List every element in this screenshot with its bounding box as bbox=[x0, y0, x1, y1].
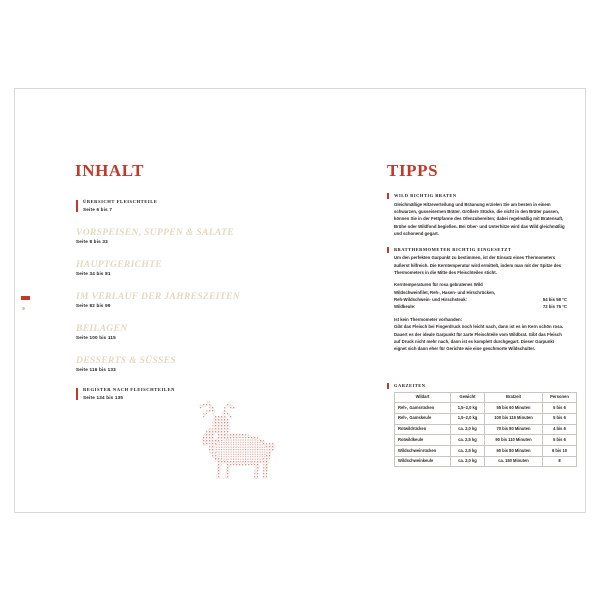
toc-item-pages: Seite 100 bis 115 bbox=[76, 335, 116, 341]
toc-item-label: REGISTER NACH FLEISCHTEILEN bbox=[83, 386, 175, 392]
toc-item-desserts-suesses[interactable] bbox=[76, 355, 266, 373]
table-row bbox=[395, 456, 577, 467]
table-row bbox=[395, 424, 577, 435]
tip-body: Gleichmäßige Hitzeverteilung und Bräunung erzielen Sie am besten in einem schwarzen, gusseisernen Bräter. Größere Stücke, die nicht in den Bräter passen, können Sie in der Fettpfanne des Ofenzubereiten; dabei regelmäßig mit Bratensaft, Brühe oder Wildfond begießen. Bei Ober- und Unterhitze wird das Wild gleichmäßig und schonend gegart. bbox=[394, 201, 565, 237]
cell-personen: 5 bis 6 bbox=[543, 403, 577, 414]
cell-bratzeit: 70 bis 80 Minuten bbox=[485, 424, 543, 435]
temperature-value: 72 bis 75 °C bbox=[542, 304, 567, 310]
cell-gewicht: 1,5–2,0 kg bbox=[451, 403, 485, 414]
cell-bratzeit: 55 bis 60 Minuten bbox=[485, 403, 543, 414]
toc-item-im-verlauf-der-jahreszeiten[interactable] bbox=[76, 291, 266, 309]
toc-item-beilagen[interactable] bbox=[76, 323, 266, 341]
column-header-bratzeit: Bratzeit bbox=[485, 392, 543, 403]
toc-item-pages: Seite 82 bis 99 bbox=[76, 303, 111, 309]
deer-illustration bbox=[185, 389, 291, 481]
cell-personen: 5 bis 6 bbox=[543, 435, 577, 446]
garzeiten-table bbox=[394, 392, 577, 468]
toc-item-pages: Seite 116 bis 133 bbox=[76, 367, 116, 373]
cell-gewicht: ca. 2,0 kg bbox=[451, 424, 485, 435]
column-header-personen: Personen bbox=[543, 392, 577, 403]
left-page bbox=[15, 89, 301, 512]
cell-personen: 8 bbox=[543, 456, 577, 467]
toc-item-uebersicht-fleischteile[interactable] bbox=[76, 199, 266, 212]
no-thermometer-heading: Ist kein Thermometer vorhanden: bbox=[394, 316, 463, 322]
table-row bbox=[395, 445, 577, 456]
cell-gewicht: ca. 2,0 kg bbox=[451, 456, 485, 467]
tip-heading: BRATTHERMOMETER RICHTIG EINGESETZT bbox=[387, 247, 567, 252]
cell-wildart: Rotwildkeule bbox=[395, 435, 451, 446]
cell-bratzeit: ca. 150 Minuten bbox=[485, 456, 543, 467]
cell-bratzeit: 100 bis 115 Minuten bbox=[485, 413, 543, 424]
toc-item-label: DESSERTS & SÜSSES bbox=[76, 354, 177, 366]
toc-item-label: VORSPEISEN, SUPPEN & SALATE bbox=[76, 226, 234, 238]
cell-gewicht: 1,5–2,0 kg bbox=[451, 413, 485, 424]
tip-wild-richtig-braten bbox=[387, 193, 567, 238]
page-title-inhalt: INHALT bbox=[75, 161, 145, 180]
cell-wildart: Reh-, Gamsrücken bbox=[395, 403, 451, 414]
edge-dot-mark bbox=[22, 307, 25, 310]
toc-item-pages: Seite 6 bis 7 bbox=[83, 207, 113, 213]
toc-item-pages: Seite 8 bis 33 bbox=[76, 239, 108, 245]
toc-item-label: BEILAGEN bbox=[76, 322, 128, 334]
table-header-row bbox=[395, 392, 577, 403]
column-header-gewicht: Gewicht bbox=[451, 392, 485, 403]
cell-bratzeit: 60 bis 80 Minuten bbox=[485, 445, 543, 456]
toc-item-label: IM VERLAUF DER JAHRESZEITEN bbox=[76, 290, 240, 302]
page-title-tipps: TIPPS bbox=[387, 161, 439, 180]
edge-tab-mark bbox=[21, 296, 30, 300]
cell-wildart: Reh-, Gamskeule bbox=[395, 413, 451, 424]
cell-gewicht: ca. 2,5 kg bbox=[451, 435, 485, 446]
table-row bbox=[395, 435, 577, 446]
garzeiten-heading: GARZEITEN bbox=[387, 383, 583, 388]
cell-gewicht: ca. 2,5 kg bbox=[451, 445, 485, 456]
temperature-label: Wildkeule: bbox=[394, 304, 416, 310]
cell-wildart: Wildschweinkeule bbox=[395, 456, 451, 467]
cell-personen: 4 bis 6 bbox=[543, 424, 577, 435]
toc-item-hauptgerichte[interactable] bbox=[76, 259, 266, 277]
temperature-label: Reh-Wildschwein- und Hirschsteak: bbox=[394, 297, 468, 303]
book-spread bbox=[14, 88, 586, 513]
no-thermometer-body: Gibt das Fleisch bei Fingerdruck noch leicht nach, dann ist es im Kern schön rosa. Dauert es der ideale Garpunkt für zarte Fleischteile vom Wildbrat. Gibt das Fleisch auf Druck nicht mehr nach, dann ist es komplett durchgegart. Dieser Garpunkt eignet sich dann eher für Gerichte wie eine geschmorte Wildschulter. bbox=[394, 324, 564, 352]
cell-wildart: Wildschweinrücken bbox=[395, 445, 451, 456]
tip-heading: WILD RICHTIG BRATEN bbox=[387, 193, 567, 198]
tips-section bbox=[387, 193, 567, 362]
temperature-value: 54 bis 58 °C bbox=[542, 297, 567, 303]
temperature-list bbox=[387, 296, 567, 311]
column-header-wildart: Wildart bbox=[395, 392, 451, 403]
cell-bratzeit: 90 bis 110 Minuten bbox=[485, 435, 543, 446]
right-page bbox=[301, 89, 587, 512]
temperature-row bbox=[394, 296, 567, 303]
tip-body: Um den perfekten Garpunkt zu bestimmen, ist der Einsatz eines Thermometers äußerst hilfreich. Die Kerntemperatur wird ermittelt, indem man mit der Spitze des Thermometers in die Mitte des Fleischteiles sticht. bbox=[394, 255, 562, 275]
cell-personen: 6 bis 10 bbox=[543, 445, 577, 456]
cell-wildart: Rotwildrücken bbox=[395, 424, 451, 435]
table-row bbox=[395, 403, 577, 414]
temperature-heading: Kerntemperaturen für rosa gebratenes Wild bbox=[394, 282, 483, 288]
table-row bbox=[395, 413, 577, 424]
toc-item-pages: Seite 134 bis 135 bbox=[83, 394, 124, 400]
temperature-row bbox=[394, 303, 567, 310]
temperature-intro: Wildschweinfilet, Reh-, Hasen- und Hirschrücken, bbox=[394, 289, 496, 295]
tip-bratthermometer-richtig-eingesetzt bbox=[387, 247, 567, 353]
table-of-contents bbox=[76, 199, 266, 414]
cell-personen: 5 bis 6 bbox=[543, 413, 577, 424]
toc-item-label: ÜBERSICHT FLEISCHTEILE bbox=[83, 199, 158, 204]
toc-item-label: HAUPTGERICHTE bbox=[76, 258, 162, 270]
garzeiten-section bbox=[387, 383, 583, 467]
toc-item-vorspeisen-suppen-salate[interactable] bbox=[76, 227, 266, 245]
toc-item-pages: Seite 34 bis 81 bbox=[76, 271, 111, 277]
